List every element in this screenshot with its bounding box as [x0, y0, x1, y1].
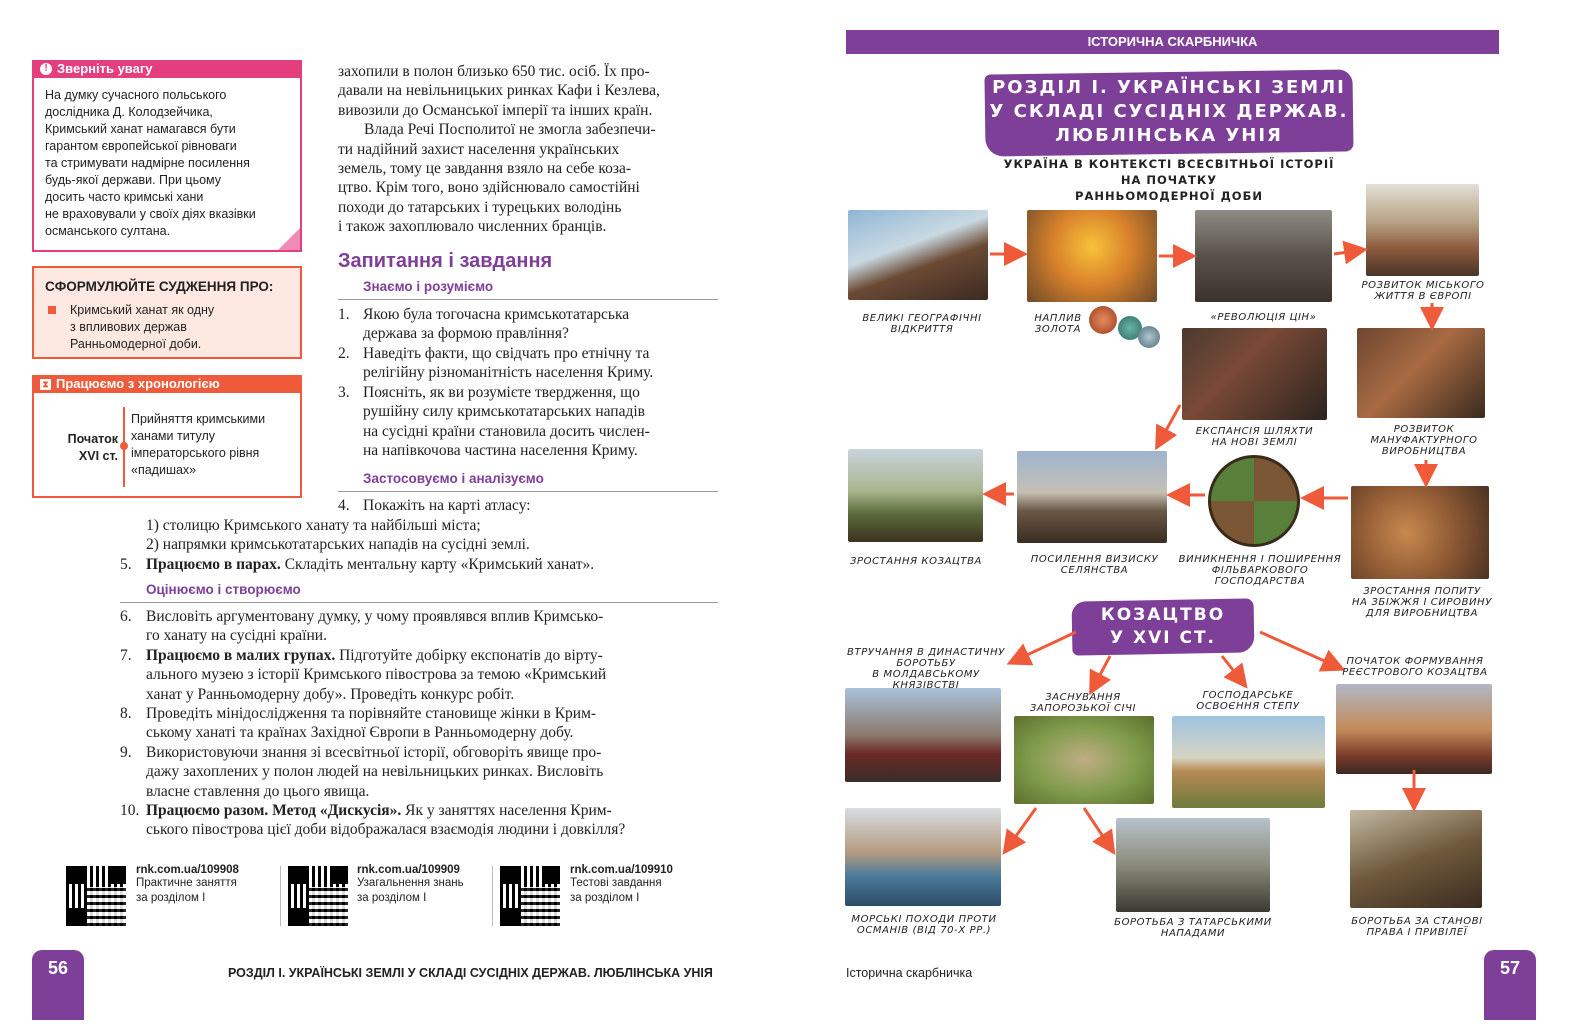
attention-line: Кримський ханат намагався бути — [45, 122, 236, 136]
attention-line: та стримувати надмірне посилення — [45, 156, 250, 170]
caption-line: ПОСИЛЕННЯ ВИЗИСКУ — [1030, 554, 1159, 565]
caption-line: ЗАПОРОЗЬКОЇ СІЧІ — [1029, 703, 1137, 714]
caption-serfdom — [1017, 554, 1172, 576]
caption-line: МАНУФАКТУРНОГО — [1370, 435, 1478, 446]
caption-line: ЕКСПАНСІЯ ШЛЯХТИ — [1195, 426, 1314, 437]
caption-tatars — [1110, 917, 1276, 939]
caption-cossacks-growth — [846, 556, 986, 567]
caption-line: ВЕЛИКІ ГЕОГРАФІЧНІ — [862, 313, 982, 324]
caption-nobles — [1182, 426, 1327, 448]
question-number: 9. — [120, 743, 132, 761]
question-number: 5. — [120, 556, 132, 573]
caption-line: ЗРОСТАННЯ ПОПИТУ — [1363, 586, 1481, 597]
attention-line: гарантом європейської рівноваги — [45, 139, 237, 153]
question-line: Складіть ментальну карту «Кримський ханат». — [280, 556, 595, 573]
caption-manufacture — [1357, 424, 1491, 457]
caption-moldavia — [838, 647, 1014, 691]
question-line: релігійну різноманітність населення Криму. — [363, 364, 654, 382]
chronology-line: ханами титулу — [131, 429, 216, 443]
caption-line: ПРАВА І ПРИВІЛЕЇ — [1366, 927, 1468, 938]
question-line: на напівкочова частина населення Криму. — [363, 442, 638, 460]
caption-folwark — [1176, 554, 1344, 587]
chronology-date-line: XVI ст. — [78, 449, 118, 463]
caption-line: НА НОВІ ЗЕМЛІ — [1211, 437, 1298, 448]
qr-label: Тестові завдання — [570, 877, 662, 889]
chapter-subtitle-line: УКРАЇНА В КОНТЕКСТІ ВСЕСВІТНЬОЇ ІСТОРІЇ — [1003, 157, 1335, 171]
arrow-icon — [1092, 656, 1110, 690]
question-line: ального музею з історії Кримського півострова за темою «Кримський — [146, 666, 607, 684]
text-line: Влада Речі Посполитої не змогла забезпечи- — [364, 121, 656, 139]
question-bold: Працюємо в малих групах. — [146, 646, 336, 664]
caption-line: ЖИТТЯ В ЄВРОПІ — [1374, 291, 1472, 302]
qr-url[interactable]: rnk.com.ua/109910 — [570, 864, 673, 876]
question-number: 10. — [120, 802, 140, 820]
question-number: 6. — [120, 608, 132, 625]
chronology-line: Прийняття кримськими — [131, 412, 266, 426]
caption-line: БОРОТЬБА З ТАТАРСЬКИМИ — [1114, 917, 1272, 928]
subheading-apply: Застосовуємо і аналізуємо — [363, 471, 544, 486]
arrow-icon — [1158, 405, 1180, 445]
caption-line: ОСМАНІВ (ВІД 70-Х РР.) — [856, 925, 992, 936]
hourglass-icon: ⧗ — [40, 379, 51, 390]
caption-line: ВТРУЧАННЯ В ДИНАСТИЧНУ — [847, 647, 1005, 658]
caption-line: СЕЛЯНСТВА — [1060, 565, 1129, 576]
caption-gold — [1028, 313, 1088, 335]
footer-section-title: Історична скарбничка — [846, 966, 973, 980]
text-line: цтво. Крім того, воно здійснювало самостійні — [338, 179, 640, 197]
judgment-line: Кримський ханат як одну — [70, 303, 215, 317]
caption-line: РОЗВИТОК — [1393, 424, 1455, 435]
caption-sich — [1018, 692, 1148, 714]
question-bold: Працюємо разом. Метод «Дискусія». — [146, 802, 402, 820]
chapter-banner-line: РОЗДІЛ І. УКРАЇНСЬКІ ЗЕМЛІ — [992, 77, 1346, 98]
subheading-know: Знаємо і розуміємо — [363, 279, 494, 294]
caption-line: ГОСПОДАРСЬКЕ — [1202, 690, 1294, 701]
caption-line: ДЛЯ ВИРОБНИЦТВА — [1365, 608, 1479, 619]
question-line: Висловіть аргументовану думку, у чому проявлявся вплив Кримсько- — [146, 608, 604, 625]
caption-line: НАПАДАМИ — [1160, 928, 1226, 939]
caption-line: МОРСЬКІ ПОХОДИ ПРОТИ — [851, 914, 997, 925]
chapter-banner-line: ЛЮБЛІНСЬКА УНІЯ — [1055, 125, 1283, 146]
text-line: земель, тому це завдання взяло на себе коза- — [338, 160, 632, 178]
caption-line: ОСВОЄННЯ СТЕПУ — [1196, 701, 1300, 712]
chronology-line: імператорського рівня — [131, 446, 260, 460]
question-4-item-2: 2) напрямки кримськотатарських нападів на сусідні землі. — [146, 536, 530, 553]
qr-label: за розділом І — [136, 892, 206, 904]
caption-demand — [1346, 586, 1498, 619]
caption-prices — [1195, 312, 1332, 323]
caption-line: БОРОТЬБУ — [896, 658, 956, 669]
attention-line: дослідника Д. Колодзейчика, — [45, 105, 213, 119]
subheading-evaluate: Оцінюємо і створюємо — [146, 582, 301, 597]
arrow-icon — [1006, 808, 1036, 850]
judgment-title: СФОРМУЛЮЙТЕ СУДЖЕННЯ ПРО: — [45, 279, 274, 294]
chronology-date-line: Початок — [67, 432, 118, 446]
caption-rights — [1344, 916, 1490, 938]
text-line: захопили в полон близько 650 тис. осіб. Їх про- — [338, 63, 650, 80]
question-number: 1. — [338, 306, 350, 323]
exclamation-icon: ! — [40, 63, 52, 75]
caption-line: «РЕВОЛЮЦІЯ ЦІН» — [1210, 312, 1317, 323]
caption-line: ЗРОСТАННЯ КОЗАЦТВА — [849, 556, 982, 567]
arrow-icon — [1260, 632, 1340, 668]
question-line: го ханату на сусідні країни. — [146, 627, 327, 645]
question-line: Підготуйте добірку експонатів до вірту- — [335, 646, 603, 664]
chapter-subtitle-line: НА ПОЧАТКУ — [1120, 173, 1218, 187]
questions-title: Запитання і завдання — [338, 250, 553, 272]
chapter-banner-line: У СКЛАДІ СУСІДНІХ ДЕРЖАВ. — [989, 101, 1349, 122]
question-line: Якою була тогочасна кримськотатарська — [363, 306, 630, 323]
caption-line: ЗОЛОТА — [1034, 324, 1082, 335]
caption-cities — [1356, 280, 1490, 302]
question-bold: Працюємо в парах. — [146, 556, 281, 573]
caption-line: БОРОТЬБА ЗА СТАНОВІ — [1351, 916, 1483, 927]
judgment-line: з впливових держав — [70, 320, 187, 334]
caption-line: РЕЄСТРОВОГО КОЗАЦТВА — [1342, 667, 1488, 678]
text-line: вивозили до Османської імперії та інших країн. — [338, 101, 653, 119]
question-number: 4. — [338, 497, 350, 514]
text-line: і також захоплювало численних бранців. — [338, 218, 607, 236]
question-number: 7. — [120, 646, 132, 664]
chronology-line: «падишах» — [131, 463, 197, 477]
question-line: на сусідні країни становила досить числен- — [363, 422, 650, 440]
chronology-title: Працюємо з хронологією — [56, 376, 220, 391]
question-line: Покажіть на карті атласу: — [363, 497, 531, 514]
arrow-icon — [1222, 656, 1244, 684]
question-line: Проведіть мінідослідження та порівняйте становище жінки в Крим- — [146, 705, 597, 723]
caption-line: ЗАСНУВАННЯ — [1045, 692, 1121, 703]
attention-title: Зверніть увагу — [57, 61, 153, 76]
page-number-left: 56 — [32, 950, 84, 1020]
question-line: рушійну силу кримськотатарських нападів — [363, 403, 645, 421]
text-line: походи до татарських і турецьких володінь — [338, 198, 622, 216]
caption-line: ВИНИКНЕННЯ І ПОШИРЕННЯ — [1178, 554, 1342, 565]
caption-registered — [1340, 656, 1490, 678]
caption-line: ПОЧАТОК ФОРМУВАННЯ — [1346, 656, 1484, 667]
caption-line: В МОЛДАВСЬКОМУ КНЯЗІВСТВІ — [872, 669, 980, 691]
question-line: ського півострова цієї доби відображалася взаємодія людини і довкілля? — [146, 821, 626, 839]
judgment-line: Ранньомодерної доби. — [70, 337, 202, 351]
question-number: 2. — [338, 345, 350, 362]
caption-line: НА ЗБІЖЖЯ І СИРОВИНУ — [1352, 597, 1492, 608]
question-line: ханат у Ранньомодерну добу». Проведіть конкурс робіт. — [146, 685, 515, 703]
question-line: держава за формою правління? — [363, 325, 569, 343]
question-line: Як у заняттях населення Крим- — [401, 802, 612, 820]
attention-line: досить часто кримські хани — [45, 190, 204, 204]
qr-label: за розділом І — [570, 892, 640, 904]
qr-label: за розділом І — [357, 892, 427, 904]
question-line: ському ханаті та країнах Західної Європи в Ранньомодерну добу. — [146, 724, 574, 742]
cossack-banner-line: КОЗАЦТВО — [1100, 605, 1226, 625]
question-number: 8. — [120, 705, 132, 723]
caption-steppe — [1178, 690, 1318, 712]
caption-line: ГОСПОДАРСТВА — [1214, 576, 1306, 587]
caption-line: НАПЛИВ — [1034, 313, 1082, 324]
question-line: Наведіть факти, що свідчать про етнічну та — [363, 345, 650, 362]
footer-chapter-title: РОЗДІЛ І. УКРАЇНСЬКІ ЗЕМЛІ У СКЛАДІ СУСІДНІХ ДЕРЖАВ. ЛЮБЛІНСЬКА УНІЯ — [228, 966, 713, 980]
caption-sea — [842, 914, 1006, 936]
qr-url[interactable]: rnk.com.ua/109909 — [357, 864, 460, 876]
caption-line: ФІЛЬВАРКОВОГО — [1211, 565, 1309, 576]
question-number: 3. — [338, 384, 350, 401]
caption-line: ВІДКРИТТЯ — [890, 324, 954, 335]
text-line: ти надійний захист населення українських — [338, 140, 620, 158]
caption-line: ВИРОБНИЦТВА — [1381, 446, 1467, 457]
arrow-icon — [1084, 808, 1112, 850]
question-line: Поясніть, як ви розумієте твердження, що — [363, 384, 640, 401]
cossack-banner-line: У XVI СТ. — [1109, 628, 1217, 648]
treasury-header-title: ІСТОРИЧНА СКАРБНИЧКА — [1087, 34, 1258, 49]
text-line: давали на невільницьких ринках Кафи і Кезлева, — [338, 82, 660, 100]
attention-line: османського султана. — [45, 224, 171, 238]
arrow-icon — [1012, 632, 1076, 662]
question-line: власне ставлення до цього явища. — [146, 782, 370, 800]
question-line: дажу захоплених у полон людей на невільницьких ринках. Висловіть — [146, 763, 604, 781]
qr-label: Практичне заняття — [136, 877, 237, 889]
qr-label: Узагальнення знань — [357, 877, 464, 889]
caption-discoveries — [848, 313, 996, 335]
qr-url[interactable]: rnk.com.ua/109908 — [136, 864, 239, 876]
attention-line: не враховували у своїх діях вказівки — [45, 207, 256, 221]
question-line: Використовуючи знання зі всесвітньої історії, обговоріть явище про- — [146, 743, 602, 761]
page-number-right: 57 — [1484, 950, 1536, 1020]
arrow-icon — [1334, 250, 1362, 254]
caption-line: РОЗВИТОК МІСЬКОГО — [1361, 280, 1485, 291]
chapter-subtitle-line: РАННЬОМОДЕРНОЇ ДОБИ — [1075, 189, 1263, 203]
attention-line: На думку сучасного польського — [45, 88, 227, 102]
question-4-item-1: 1) столицю Кримського ханату та найбільші міста; — [146, 517, 481, 534]
attention-line: будь-якої держави. При цьому — [45, 173, 222, 187]
